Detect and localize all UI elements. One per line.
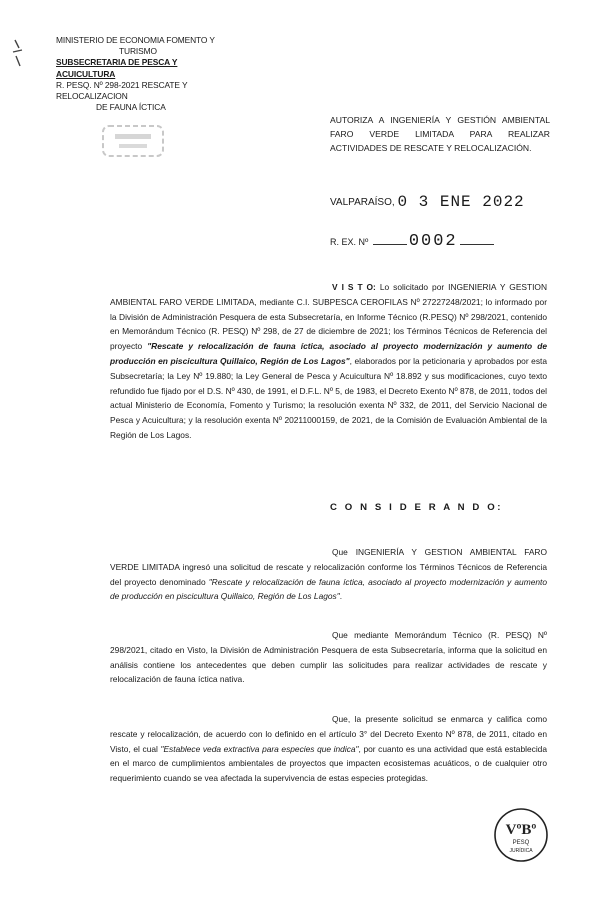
considerando-p1-text-a: Que INGENIERÍA Y GESTION AMBIENTAL FARO VERDE LIMITADA ingresó una solicitud de rescate y relocalización conforme los Términos Técnicos de Referencia del proyecto denominado: [110, 547, 547, 587]
considerando-p2-text: Que mediante Memorándum Técnico (R. PESQ) Nº 298/2021, citado en Visto, la División de Administración Pesquera de esta Subsecretaría, informa que la solicitud en análisis contiene los antecedentes que deben cumplir las solicitudes para realizar actividades de rescate y relocalización de fauna íctica nativa.: [110, 630, 547, 685]
resolution-subject: AUTORIZA A INGENIERÍA Y GESTIÓN AMBIENTAL FARO VERDE LIMITADA PARA REALIZAR ACTIVIDADES DE RESCATE Y RELOCALIZACIÓN.: [330, 115, 550, 153]
seal-text: VºBº: [505, 822, 537, 838]
considerando-p1-text-b: .: [339, 591, 343, 602]
place-and-date: [330, 193, 525, 211]
file-reference-continued: DE FAUNA ÍCTICA: [96, 102, 166, 113]
issuing-authority-header: [56, 35, 236, 113]
resolution-number-line: [330, 232, 530, 251]
resolution-number-label: R. EX. Nº: [330, 237, 369, 247]
seal-sub-bottom: JURÍDICA: [509, 848, 533, 854]
resolution-number: 0002: [408, 232, 458, 251]
considerando-p3-decree-title: "Establece veda extractiva para especies que indica": [160, 743, 359, 754]
visto-heading: V I S T O:: [332, 282, 376, 292]
considerando-paragraph-1: [110, 545, 547, 604]
visto-text-a: Lo solicitado por INGENIERIA Y GESTION AMBIENTAL FARO VERDE LIMITADA, mediante C.I. SUBPESCA CEROFILAS Nº 27227248/2021; lo informado por la División de Administración Pesquera de esta Subsecretaría, en Informe Técnico (R.PESQ) Nº 298/2021, contenido en Memorándum Técnico (R. PESQ) Nº 298, de 27 de diciembre de 2021; los Términos Técnicos de Referencia del proyecto: [110, 282, 547, 352]
file-reference: R. PESQ. Nº 298-2021 RESCATE Y RELOCALIZACION: [56, 79, 188, 102]
visto-paragraph: [110, 280, 547, 443]
faded-stamp: [97, 120, 169, 162]
ministry-name-continued: TURISMO: [119, 46, 157, 57]
considerando-p1-project-title: "Rescate y relocalización de fauna íctica, asociado al proyecto modernización y aumento de producción en piscicultura Quillaico, Región de Los Lagos": [110, 576, 547, 602]
place-city: VALPARAÍSO,: [330, 197, 395, 208]
considerando-paragraph-3: [110, 712, 547, 786]
ministry-name: MINISTERIO DE ECONOMIA FOMENTO Y: [56, 35, 215, 45]
subsecretaria-name: SUBSECRETARIA DE PESCA Y ACUICULTURA: [56, 57, 178, 79]
considerando-heading: C O N S I D E R A N D O:: [330, 502, 504, 513]
number-underline: [373, 244, 407, 245]
considerando-p3-text-b: , por cuanto es una actividad que está establecida en el marco de cumplimientos ambientales de proyectos que impacten ecosistemas acuáticos, o de cualquier otro requerimiento cuando se vea afectada la supervivencia de estas especies protegidas.: [110, 743, 547, 784]
resolution-date: 0 3 ENE 2022: [397, 193, 525, 211]
visto-text-b: , elaborados por la peticionaria y aprobados por esta Subsecretaría; la Ley Nº 19.880; la Ley General de Pesca y Acuicultura Nº 18.892 y sus modificaciones, cuyo texto refundido fue fijado por el D.S. Nº 430, de 1991, el D.F.L. Nº 5, de 1983, el Decreto Exento Nº 878, de 2011, todos del actual Ministerio de Economía, Fomento y Turismo; la resolución exenta Nº 332, de 2011, del Servicio Nacional de Pesca y Acuicultura; y la resolución exenta Nº 20211000159, de 2021, de la Comisión de Evaluación Ambiental de la Región de Los Lagos.: [110, 355, 547, 440]
vobo-seal: [492, 806, 550, 864]
handwritten-mark: [10, 38, 32, 68]
considerando-paragraph-2: [110, 628, 547, 687]
number-underline-right: [460, 244, 494, 245]
visto-project-title: "Rescate y relocalización de fauna íctica, asociado al proyecto modernización y aumento de producción en piscicultura Quillaico, Región de Los Lagos": [110, 341, 547, 366]
considerando-p3-text-a: Que, la presente solicitud se enmarca y califica como rescate y relocalización, de acuerdo con lo definido en el artículo 3° del Decreto Exento Nº 878, de 2011, citado en Visto, el cual: [110, 714, 547, 754]
seal-sub-top: PESQ: [512, 840, 530, 846]
